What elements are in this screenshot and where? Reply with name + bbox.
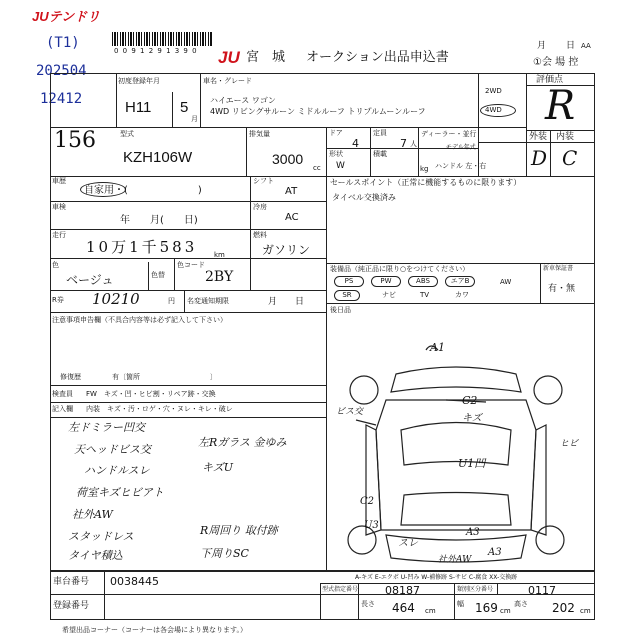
car-damage-diagram bbox=[326, 330, 595, 575]
first-reg-month: 5 bbox=[180, 99, 189, 116]
side-code-3: 12412 bbox=[40, 91, 83, 107]
kg-unit: kg bbox=[420, 165, 429, 173]
wanted-corner-label: 希望出品コーナー（コーナーは各会場により異なります。） bbox=[62, 626, 247, 634]
cooler-value: AC bbox=[285, 212, 299, 223]
option-navi: ナビ bbox=[382, 291, 396, 299]
option-sr: SR bbox=[334, 290, 360, 301]
note-1: 左ドミラー凹交 bbox=[68, 421, 145, 434]
option-aw: AW bbox=[500, 278, 512, 286]
diagram-label-c2: C2 bbox=[462, 394, 478, 407]
class-no-value: 0117 bbox=[528, 584, 556, 597]
history-label: 車歴 bbox=[52, 177, 66, 185]
fuel-label: 燃料 bbox=[253, 231, 267, 239]
diagram-label-aw: 社外AW bbox=[438, 555, 472, 565]
height-unit: cm bbox=[580, 607, 591, 615]
length-unit: cm bbox=[425, 607, 436, 615]
month-label: 月 bbox=[537, 41, 547, 51]
score-value: R bbox=[545, 83, 576, 129]
transfer-value: 月 日 bbox=[268, 297, 305, 307]
org-name: 宮 城 bbox=[246, 50, 286, 65]
height-value: 202 bbox=[552, 601, 575, 615]
handle-label: ハンドル 左・右 bbox=[435, 162, 487, 170]
left-side-outline bbox=[366, 425, 381, 535]
diagram-label-scratch: キズ bbox=[462, 413, 482, 424]
note-right-3: R周回り 取付跡 bbox=[200, 524, 278, 537]
new-warranty-label: 新車保証書 bbox=[543, 265, 574, 272]
seats-label: 定員 bbox=[373, 129, 387, 137]
rear-glass-outline bbox=[401, 493, 511, 526]
note-7: タイヤ積込 bbox=[68, 549, 123, 562]
r-label: R券 bbox=[52, 296, 64, 304]
day-label: 日 bbox=[566, 41, 576, 51]
fill-label: 記入欄 bbox=[52, 405, 73, 413]
reg-no-value: 0038445 bbox=[110, 575, 159, 588]
first-reg-month-unit: 月 bbox=[191, 115, 198, 123]
diagram-label-u1: U1凹 bbox=[458, 457, 486, 470]
dealer-label: ディーラー・並行 bbox=[421, 130, 477, 138]
exterior-grade: D bbox=[531, 146, 548, 170]
car-name-line2: 4WD リビングサルーン ミドルルーフ トリプルムーンルーフ bbox=[210, 107, 426, 116]
mark-line-1 bbox=[356, 420, 376, 425]
inspector-label: 検査員 bbox=[52, 390, 73, 398]
type-spec-value: 08187 bbox=[385, 584, 420, 597]
aa-label: AA bbox=[581, 42, 591, 50]
doors-value: 4 bbox=[352, 137, 359, 150]
option-leather: カワ bbox=[455, 291, 469, 299]
capacity-label: 積載 bbox=[373, 150, 387, 158]
ju-logo: JU bbox=[218, 48, 240, 67]
diagram-label-a1: A1 bbox=[430, 341, 445, 354]
body-outline bbox=[376, 400, 536, 530]
note-right-2: キズU bbox=[202, 461, 234, 474]
reg-no-label: 車台番号 bbox=[53, 577, 90, 587]
model-label: 型式 bbox=[120, 130, 134, 138]
r-value: 10210 bbox=[92, 290, 140, 308]
length-value: 464 bbox=[392, 601, 415, 615]
seats-unit: 人 bbox=[410, 140, 417, 148]
km-unit: km bbox=[214, 251, 225, 259]
check-line-2: 内装 キズ・汚・ロゲ・穴・ヌレ・キレ・破レ bbox=[86, 405, 233, 413]
fuel-value: ガソリン bbox=[262, 243, 311, 257]
diagram-label-u3: U3 bbox=[364, 520, 379, 531]
first-reg-era: H11 bbox=[125, 99, 152, 116]
note-6: スタッドレス bbox=[68, 530, 134, 543]
width-label: 幅 bbox=[457, 600, 464, 608]
right-side-outline bbox=[531, 425, 546, 535]
diagram-label-bis: ビス交 bbox=[336, 407, 364, 417]
doors-label: ドア bbox=[329, 129, 343, 137]
car-name-label: 車名・グレード bbox=[203, 77, 252, 85]
repair-label: 修復歴 bbox=[60, 373, 81, 381]
damage-legend: A-キズ E-エクボ U-凹み W-補修跡 S-サビ C-腐食 XX-交換跡 bbox=[355, 574, 518, 581]
barcode bbox=[112, 32, 212, 46]
inspection-value: 年 月( 日) bbox=[120, 215, 198, 226]
note-4: 荷室キズヒビアト bbox=[76, 486, 164, 499]
option-tv: TV bbox=[420, 291, 430, 299]
shape-value: W bbox=[336, 161, 345, 171]
interior-grade: C bbox=[562, 146, 578, 170]
plate-label: 登録番号 bbox=[53, 601, 90, 611]
score-label: 評価点 bbox=[536, 75, 564, 85]
note-2: 天ヘッドビス交 bbox=[74, 443, 151, 456]
side-code-2: 202504 bbox=[36, 63, 87, 79]
note-5: 社外AW bbox=[72, 508, 113, 521]
type-spec-label: 型式指定番号 bbox=[322, 586, 359, 593]
option-airbag: エアB bbox=[445, 276, 475, 287]
caution-label: 注意事項申告欄（不具合内容等は必ず記入して下さい） bbox=[52, 316, 227, 324]
option-pw: PW bbox=[371, 276, 401, 287]
warranty-value: 有・無 bbox=[548, 284, 576, 294]
seats-value: 7 bbox=[400, 137, 407, 150]
note-3: ハンドルスレ bbox=[84, 464, 150, 477]
wheel-fl bbox=[350, 376, 378, 404]
brand-logo: JUテンドリ bbox=[32, 9, 100, 24]
venue-label: ①会 場 控 bbox=[533, 57, 579, 68]
first-reg-label: 初度登録年月 bbox=[118, 77, 160, 85]
displacement-label: 排気量 bbox=[249, 130, 270, 138]
yen-unit: 円 bbox=[168, 297, 175, 305]
note-right-4: 下周りSC bbox=[200, 547, 249, 560]
car-name-line1: ハイエース ワゴン bbox=[210, 96, 276, 105]
sales-points-value: タイベル交換済み bbox=[332, 193, 396, 202]
model-year-label: モデル年式 bbox=[446, 144, 476, 151]
option-ps: PS bbox=[334, 276, 364, 287]
width-value: 169 bbox=[475, 601, 498, 615]
model-value: KZH106W bbox=[123, 149, 193, 166]
length-label: 長さ bbox=[361, 600, 375, 608]
barcode-number: 0 0 9 1 2 9 1 3 9 0 bbox=[114, 47, 198, 55]
cc-unit: cc bbox=[313, 164, 321, 172]
side-code-1: (T1) bbox=[46, 35, 80, 51]
height-label: 高さ bbox=[514, 600, 528, 608]
mileage-value: 10万1千583 bbox=[86, 238, 198, 256]
shape-label: 形状 bbox=[329, 150, 343, 158]
wheel-rr bbox=[536, 526, 564, 554]
option-abs: ABS bbox=[408, 276, 438, 287]
width-unit: cm bbox=[500, 607, 511, 615]
diagram-label-a3: A3 bbox=[466, 527, 480, 538]
history-value: 自家用・( ) bbox=[84, 185, 202, 196]
rear-items-label: 後日品 bbox=[330, 306, 351, 314]
equipment-label: 装備品（純正品に限り○をつけてください） bbox=[330, 265, 470, 273]
diagram-label-crack: ヒビ bbox=[560, 439, 579, 449]
diagram-label-sure: スレ bbox=[398, 538, 418, 549]
diagram-label-c2-left: C2 bbox=[360, 496, 375, 507]
color-change-label: 色替 bbox=[151, 271, 165, 279]
drive-4wd: 4WD bbox=[485, 106, 502, 114]
note-right-1: 左Rガラス 金ゆみ bbox=[198, 436, 287, 449]
interior-label: 内装 bbox=[556, 132, 575, 142]
color-value: ベージュ bbox=[66, 273, 114, 287]
class-no-label: 類別区分番号 bbox=[457, 586, 494, 593]
color-label: 色 bbox=[52, 261, 59, 269]
displacement-value: 3000 bbox=[272, 151, 304, 167]
lot-note: 156 bbox=[54, 128, 96, 153]
check-line-1: FW キズ・凹・ヒビ割・リペア跡・交換 bbox=[86, 390, 216, 398]
cooler-label: 冷房 bbox=[253, 203, 267, 211]
transfer-label: 名変通知期限 bbox=[187, 297, 229, 305]
form-title: オークション出品申込書 bbox=[306, 50, 449, 65]
shift-label: シフト bbox=[253, 177, 274, 185]
drive-2wd: 2WD bbox=[485, 87, 502, 95]
diagram-label-a3-rear: A3 bbox=[488, 547, 502, 558]
front-bumper-outline bbox=[391, 367, 521, 392]
color-code-value: 2BY bbox=[205, 269, 234, 285]
repair-value: 有〔箇所 〕 bbox=[112, 373, 217, 381]
color-no-label: 色コード bbox=[177, 261, 205, 269]
wheel-fr bbox=[534, 376, 562, 404]
mileage-label: 走行 bbox=[52, 231, 66, 239]
inspection-label: 車検 bbox=[52, 203, 66, 211]
windshield-outline bbox=[401, 423, 511, 466]
exterior-label: 外装 bbox=[529, 132, 548, 142]
shift-value: AT bbox=[285, 186, 298, 197]
sales-points-label: セールスポイント（正常に機能するものに限ります） bbox=[330, 178, 522, 187]
